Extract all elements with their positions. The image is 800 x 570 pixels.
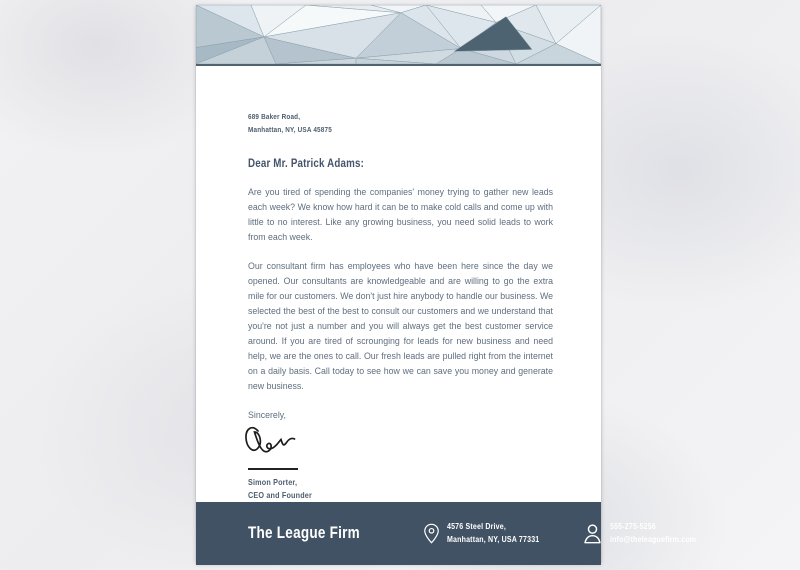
letter-footer — [196, 502, 696, 565]
person-icon — [582, 522, 603, 545]
business-letter-page — [196, 5, 696, 563]
footer-address-line2: Manhattan, NY, USA 77331 — [446, 534, 539, 544]
letterhead-banner — [196, 5, 601, 66]
signer-block — [248, 476, 553, 502]
footer-address-group — [423, 521, 552, 546]
footer-phone: 555-275-5256 — [609, 522, 656, 531]
paragraph-2: Our consultant firm has employees who have been here since the day we opened. Our consultants are knowledgeable and are willing to go the extra mile for our customers. We don't just hire anybody to handle our business. We selected the best of the best to consult our customers and we understand that you're not just a number and you will always get the best customer service around. If you are tired of scrounging for leads for new business and need help, we are the ones to call. Our fresh leads are pulled right from the internet on a daily basis. Call today to see how we can save you money and generate new business. — [248, 261, 553, 391]
handwritten-signature-icon — [243, 424, 305, 462]
footer-contact-text — [610, 521, 708, 546]
sender-address — [248, 110, 553, 136]
signature-underline — [248, 468, 298, 470]
footer-email: info@theleaguefirm.com — [609, 534, 696, 544]
sender-address-line1: 689 Baker Road, — [248, 112, 301, 121]
footer-contact-group — [582, 521, 708, 546]
location-pin-icon — [423, 522, 440, 545]
footer-address-line1: 4576 Steel Drive, — [446, 522, 506, 531]
closing: Sincerely, — [248, 410, 286, 420]
signer-name: Simon Porter, — [248, 477, 298, 487]
letter-body — [196, 66, 601, 502]
salutation: Dear Mr. Patrick Adams: — [248, 158, 365, 170]
paragraph-1: Are you tired of spending the companies' money trying to gather new leads each week? We know how hard it can be to make cold calls and come up with little to no interest. Like any growing business, you need solid leads to work from each week. — [248, 187, 553, 242]
footer-address-text — [447, 521, 552, 546]
signer-title: CEO and Founder — [248, 490, 312, 500]
geometric-facets-art — [196, 5, 601, 64]
company-name: The League Firm — [248, 524, 360, 542]
sender-address-line2: Manhattan, NY, USA 45875 — [248, 125, 332, 134]
signature-scribble — [243, 424, 553, 470]
